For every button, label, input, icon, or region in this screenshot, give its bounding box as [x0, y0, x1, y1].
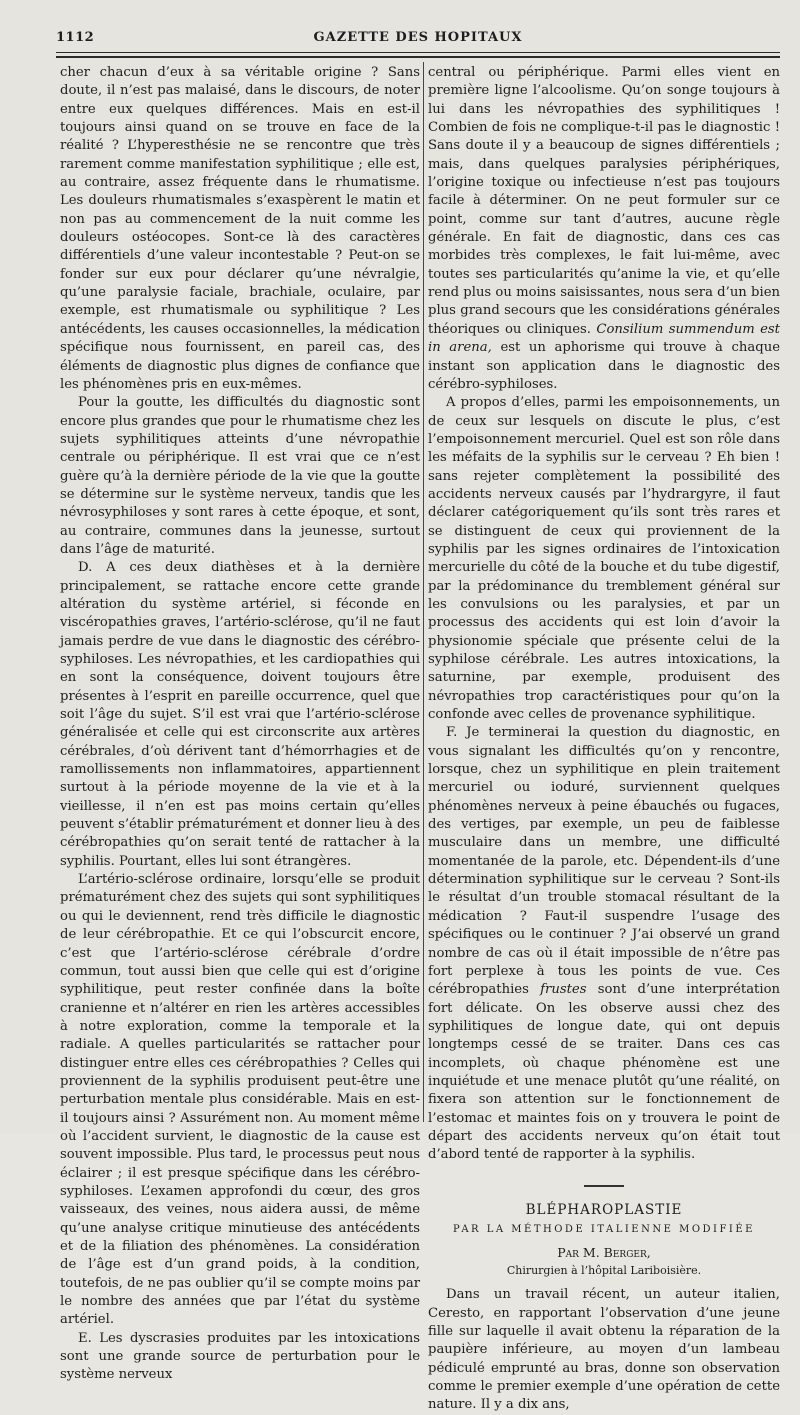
article-title: BLÉPHAROPLASTIE: [525, 1201, 683, 1218]
column-divider: [423, 62, 424, 1122]
paragraph: cher chacun d’eux à sa véritable origine ? Sans doute, il n’est pas malaisé, dans le discours, de noter entre eux quelques différences. Mais en est-il toujours ainsi quand on se trouve en face de la réalité ? L’hyperesthésie ne se rencontre que très rarement comme manifestation syphilitique ; elle est, au contraire, assez fréquente dans le rhumatisme. Les douleurs rhumatismales s’exaspèrent le matin et non pas au commencement de la nuit comme les douleurs ostéocopes. Sont-ce là des caractères différentiels d’une valeur incontestable ? Peut-on se fonder sur eux pour déclarer qu’une névralgie, qu’une paralysie faciale, brachiale, oculaire, par exemple, est rhumatismale ou syphilitique ? Les antécédents, les causes occasionnelles, la médication spécifique nous fournissent, en pareil cas, des éléments de diagnostic plus dignes de confiance que les phénomènes pris en eux-mêmes.: [60, 65, 420, 392]
italic-term: frustes: [540, 982, 587, 998]
left-column: [60, 64, 420, 1385]
paragraph: [428, 724, 780, 1164]
paragraph-text: F. Je terminerai la question du diagnostic, en vous signalant les difficultés qu’on y rencontre, lorsque, chez un syphilitique en plein traitement mercuriel ou ioduré, surviennent quelques phénomènes nerveux à peine ébauchés ou fugaces, des vertiges, par exemple, un peu de faiblesse musculaire dans un membre, une difficulté momentanée de la parole, etc. Dépendent-ils d’une détermination syphilitique sur le cerveau ? Sont-ils le résultat d’un trouble stomacal résultant de la médication ? Faut-il suspendre l’usage des spécifiques ou le continuer ? J’ai observé un grand nombre de cas où il était impossible de n’être pas fort perplexe à tous les points de vue. Ces cérébropathies: [428, 725, 780, 998]
latin-aphorism: Consilium summendum est in arena,: [428, 321, 780, 356]
right-column: [428, 64, 780, 1415]
paragraph: Dans un travail récent, un auteur italien, Ceresto, en rapportant l’observation d’une jeune fille sur laquelle il avait obtenu la réparation de la paupière inférieure, au moyen d’un lambeau pédiculé emprunté au bras, donne son observation comme le premier exemple d’une opération de cette nature. Il y a dix ans,: [428, 1287, 780, 1413]
header-rule-thick: [56, 56, 780, 58]
paragraph: E. Les dyscrasies produites par les intoxications sont une grande source de perturbation pour le système nerveux: [60, 1330, 420, 1383]
article-author: Par M. Berger,: [557, 1244, 651, 1260]
paragraph: D. A ces deux diathèses et à la dernière principalement, se rattache encore cette grande altération du système artériel, si féconde en viscéropathies graves, l’artério-sclérose, qu’il ne faut jamais perdre de vue dans le diagnostic des cérébro-syphiloses. Les névropathies, et les cardiopathies qui en sont la conséquence, doivent toujours être présentes à l’esprit en pareille occurrence, quel que soit l’âge du sujet. S’il est vrai que l’artério-sclérose généralisée et celle qui est circonscrite aux artères cérébrales, d’où dérivent tant d’hémorrhagies et de ramollissements non inflammatoires, appartiennent surtout à la période moyenne de la vie et à la vieillesse, il n’en est pas moins certain qu’elles peuvent s’établir prématurément et donner lieu à des cérébropathies qu’on serait tenté de rattacher à la syphilis. Pourtant, elles lui sont étrangères.: [60, 560, 420, 869]
page-number: 1112: [56, 30, 95, 45]
paragraph: L’artério-sclérose ordinaire, lorsqu’elle se produit prématurément chez des sujets qui sont syphilitiques ou qui le deviennent, rend très difficile le diagnostic de leur cérébropathie. Et ce qui l’obscurcit encore, c’est que l’artério-sclérose cérébrale d’ordre commun, tout aussi bien que celle qui est d’origine syphilitique, peut rester confinée dans la boîte cranienne et n’altérer en rien les artères accessibles à notre exploration, comme la temporale et la radiale. A quelles particularités se rattacher pour distinguer entre elles ces cérébropathies ? Celles qui proviennent de la syphilis produisent peut-être une perturbation mentale plus considérable. Mais en est-il toujours ainsi ? Assurément non. Au moment même où l’accident survient, le diagnostic de la cause est souvent impossible. Plus tard, le processus peut nous éclairer ; il est presque spécifique dans les cérébro-syphiloses. L’examen approfondi du cœur, des gros vaisseaux, des veines, nous aidera aussi, de même qu’une analyse critique minutieuse des antécédents et de la filiation des phénomènes. La considération de l’âge est d’un grand poids, à la condition, toutefois, de ne pas oublier qu’il se compte moins par le nombre des années que par l’état du système artériel.: [60, 872, 420, 1328]
journal-title: GAZETTE DES HOPITAUX: [313, 30, 523, 45]
paragraph: A propos d’elles, parmi les empoisonnements, un de ceux sur lesquels on discute le plus, c’est l’empoisonnement mercuriel. Quel est son rôle dans les méfaits de la syphilis sur le cerveau ? Eh bien ! sans rejeter complètement la possibilité des accidents nerveux causés par l’hydrargyre, il faut déclarer catégoriquement qu’ils sont très rares et se distinguent de ceux qui proviennent de la syphilis par les signes ordinaires de l’intoxication mercurielle du côté de la bouche et du tube digestif, par la prédominance du tremblement général sur les convulsions ou les paralysies, et par un processus des accidents qui est loin d’avoir la physionomie spéciale que présente celui de la syphilose cérébrale. Les autres intoxications, la saturnine, par exemple, produisent des névropathies trop caractéristiques pour qu’on la confonde avec celles de provenance syphilitique.: [428, 395, 780, 723]
paragraph: Pour la goutte, les difficultés du diagnostic sont encore plus grandes que pour le rhumatisme chez les sujets syphilitiques atteints d’une névropathie centrale ou périphérique. Il est vrai que ce n’est guère qu’à la dernière période de la vie que la goutte se détermine sur le système nerveux, tandis que les névrosyphiloses y sont rares à cette époque, et sont, au contraire, communes dans la jeunesse, surtout dans l’âge de maturité.: [60, 395, 420, 557]
paragraph-text: est un aphorisme qui trouve à chaque instant son application dans le diagnostic des cérébro-syphiloses.: [428, 340, 780, 392]
section-separator: [428, 1177, 780, 1195]
header-rule: [56, 52, 780, 53]
page-header: [56, 28, 780, 48]
article-subtitle: PAR LA MÉTHODE ITALIENNE MODIFIÉE: [453, 1224, 755, 1236]
paragraph-text: central ou périphérique. Parmi elles vient en première ligne l’alcoolisme. Qu’on songe toujours à lui dans les névropathies des syphilitiques ! Combien de fois ne complique-t-il pas le diagnostic ! Sans doute il y a beaucoup de signes différentiels ; mais, dans quelques paralysies périphériques, l’origine toxique ou infectieuse n’est pas toujours facile à déterminer. On ne peut formuler sur ce point, comme sur tant d’autres, aucune règle générale. En fait de diagnostic, dans ces cas morbides très complexes, le fait lui-même, avec toutes ses particularités qu’anime la vie, et qu’elle rend plus ou moins saisissantes, nous sera d’un bien plus grand secours que les considérations générales théoriques ou cliniques.: [428, 65, 780, 337]
paragraph: [428, 64, 780, 394]
author-affiliation: Chirurgien à l’hôpital Lariboisière.: [506, 1264, 702, 1277]
paragraph-text: sont d’une interprétation fort délicate. On les observe aussi chez des syphilitiques de longue date, qui ont depuis longtemps cessé de se traiter. Dans ces cas incomplets, où chaque phénomène est une inquiétude et une menace plutôt qu’une réalité, on fixera son attention sur le fonctionnement de l’estomac et maintes fois on y trouvera le point de départ des accidents nerveux qu’on était tout d’abord tenté de rapporter à la syphilis.: [428, 982, 781, 1163]
